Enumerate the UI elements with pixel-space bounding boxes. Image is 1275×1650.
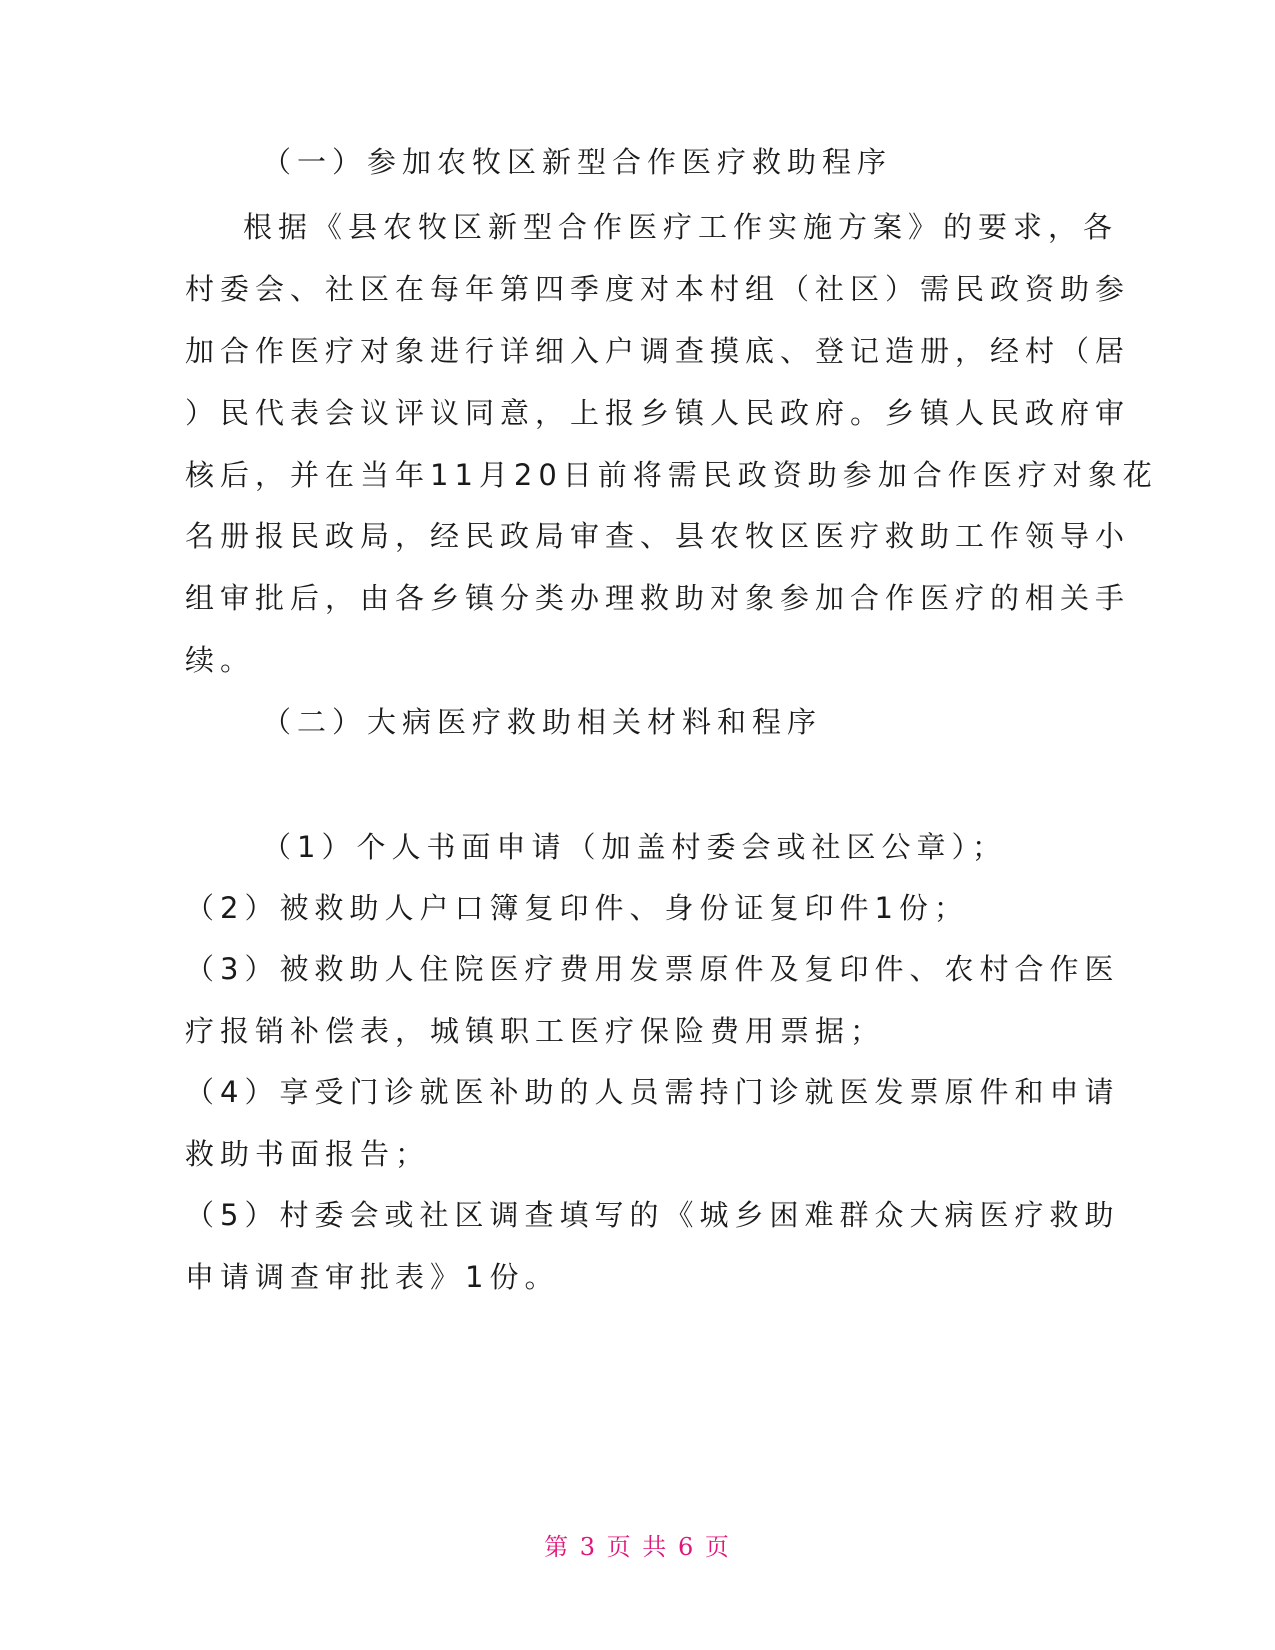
paragraph-line: 组审批后，由各乡镇分类办理救助对象参加合作医疗的相关手 — [185, 581, 1131, 615]
paragraph-line: 根据《县农牧区新型合作医疗工作实施方案》的要求，各 — [243, 210, 1119, 244]
list-item-line: （5）村委会或社区调查填写的《城乡困难群众大病医疗救助 — [185, 1198, 1120, 1232]
section-heading-2: （二）大病医疗救助相关材料和程序 — [262, 705, 823, 739]
list-item-line: （1）个人书面申请（加盖村委会或社区公章）； — [262, 830, 1007, 864]
list-item-line: （4）享受门诊就医补助的人员需持门诊就医发票原件和申请 — [185, 1075, 1120, 1109]
paragraph-line: 名册报民政局，经民政局审查、县农牧区医疗救助工作领导小 — [185, 519, 1131, 553]
list-item-line: （2）被救助人户口簿复印件、身份证复印件1份； — [185, 891, 969, 925]
paragraph-line: ）民代表会议评议同意，上报乡镇人民政府。乡镇人民政府审 — [185, 396, 1131, 430]
paragraph-line: 加合作医疗对象进行详细入户调查摸底、登记造册，经村（居 — [185, 334, 1131, 368]
list-item-line: 疗报销补偿表，城镇职工医疗保险费用票据； — [185, 1014, 886, 1048]
page-footer: 第 3 页 共 6 页 — [544, 1533, 731, 1561]
section-heading-1: （一）参加农牧区新型合作医疗救助程序 — [262, 145, 893, 179]
list-item-line: 救助书面报告； — [185, 1137, 431, 1171]
list-item-line: （3）被救助人住院医疗费用发票原件及复印件、农村合作医 — [185, 952, 1120, 986]
paragraph-line: 续。 — [185, 643, 256, 677]
paragraph-line: 核后，并在当年11月20日前将需民政资助参加合作医疗对象花 — [185, 458, 1158, 492]
list-item-line: 申请调查审批表》1份。 — [185, 1260, 560, 1294]
paragraph-line: 村委会、社区在每年第四季度对本村组（社区）需民政资助参 — [185, 272, 1131, 306]
